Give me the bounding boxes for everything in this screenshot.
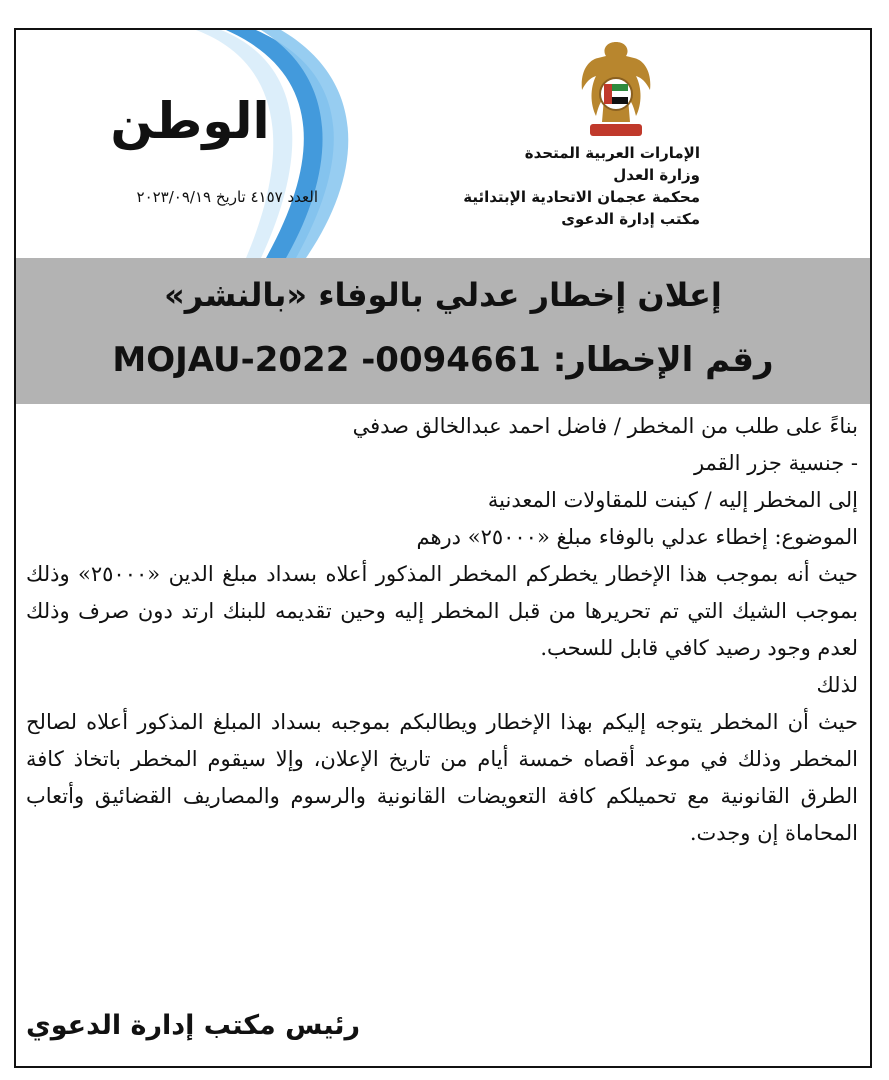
signature-line: رئيس مكتب إدارة الدعوي <box>26 1010 361 1041</box>
body-paragraph-claim: حيث أنه بموجب هذا الإخطار يخطركم المخطر المذكور أعلاه بسداد مبلغ الدين «٢٥٠٠٠» وذلك بموجب الشيك التي تم تحريرها من قبل المخطر إليه وحين تقديمه للبنك ارتد دون صرف وذلك لعدم وجود رصيد كافي قابل للسحب. <box>26 562 858 660</box>
authority-line-country: الإمارات العربية المتحدة <box>524 144 700 162</box>
authority-line-court: محكمة عجمان الاتحادية الإبتدائية <box>463 188 700 206</box>
body-line-requester: بناءً على طلب من المخطر / فاضل احمد عبدالخالق صدفي <box>352 414 858 438</box>
body-line-recipient: إلى المخطر إليه / كينت للمقاولات المعدنية <box>487 488 858 512</box>
notice-frame <box>14 28 872 1068</box>
body-line-nationality: - جنسية جزر القمر <box>693 451 858 475</box>
notice-body <box>26 408 858 852</box>
issuing-authority <box>400 142 700 230</box>
notice-header <box>16 30 870 258</box>
issue-number-date: العدد ٤١٥٧ تاريخ ٢٠٢٣/٠٩/١٩ <box>136 188 318 206</box>
body-line-therefore: لذلك <box>816 673 858 697</box>
uae-emblem-icon <box>576 38 656 142</box>
notice-number: رقم الإخطار: MOJAU-2022 -0094661 <box>112 340 774 380</box>
authority-line-office: مكتب إدارة الدعوى <box>561 210 700 228</box>
notice-title: إعلان إخطار عدلي بالوفاء «بالنشر» <box>164 276 722 314</box>
authority-line-ministry: وزارة العدل <box>613 166 700 184</box>
body-paragraph-demand: حيث أن المخطر يتوجه إليكم بهذا الإخطار ويطالبكم بموجبه بسداد المبلغ المذكور أعلاه لصالح المخطر وذلك في موعد أقصاه خمسة أيام من تاريخ الإعلان، وإلا سيقوم المخطر باتخاذ كافة الطرق القانونية مع تحميلكم كافة التعويضات القانونية والرسوم والمصاريف القضائيق وأتعاب المحاماة إن وجدت. <box>26 710 858 845</box>
body-line-subject: الموضوع: إخطاء عدلي بالوفاء مبلغ «٢٥٠٠٠» درهم <box>416 525 858 549</box>
newspaper-name: الوطن <box>110 92 270 150</box>
notice-banner <box>16 258 870 404</box>
